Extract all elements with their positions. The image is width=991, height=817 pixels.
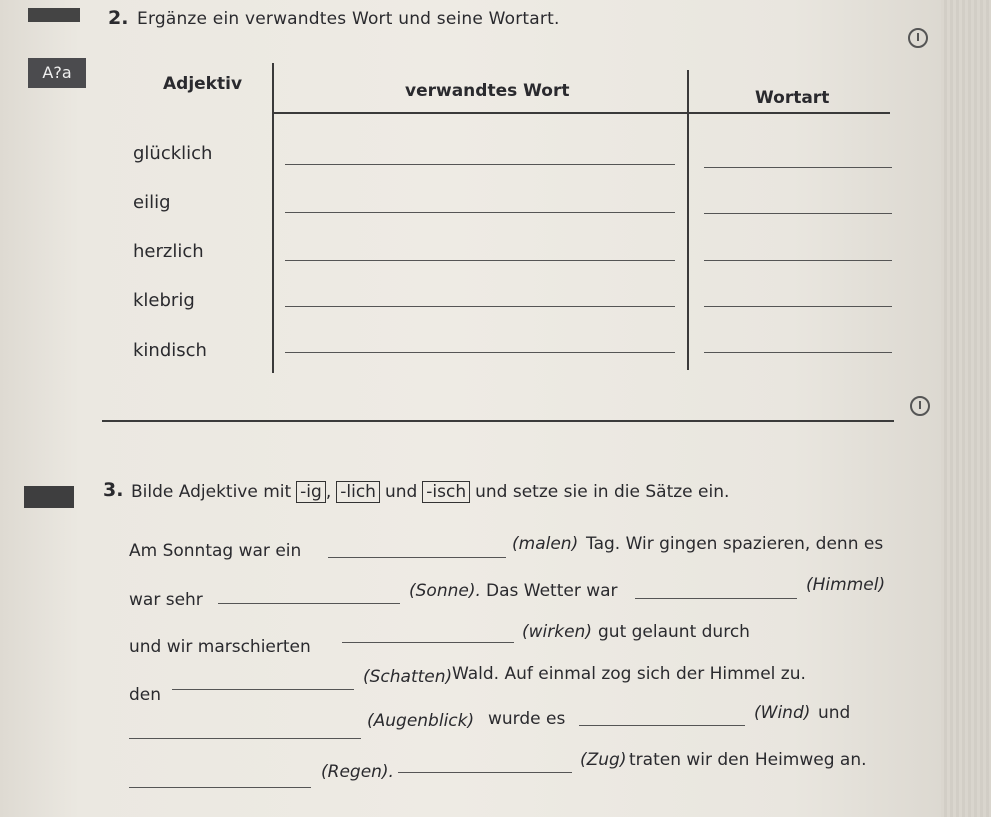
title-end: und setze sie in die Sätze ein. — [475, 482, 730, 502]
related-word-blank[interactable] — [285, 164, 675, 165]
adjective-cell: herzlich — [133, 241, 204, 262]
adjective-cell: eilig — [133, 192, 171, 213]
sentence-text: und — [818, 703, 851, 723]
exercise-2-title: Ergänze ein verwandtes Wort und seine Wortart. — [137, 9, 560, 29]
hint-word: (Himmel) — [806, 575, 886, 595]
suffix-isch: -isch — [422, 481, 470, 503]
clock-icon — [910, 396, 930, 416]
related-word-blank[interactable] — [285, 352, 675, 353]
suffix-lich: -lich — [336, 481, 380, 503]
related-word-blank[interactable] — [285, 260, 675, 261]
wordtype-blank[interactable] — [704, 352, 892, 353]
sentence-text: Tag. Wir gingen spazieren, denn es — [586, 534, 884, 554]
exercise-3-title — [131, 481, 729, 503]
related-word-blank[interactable] — [285, 212, 675, 213]
hint-word: (Wind) — [754, 703, 811, 723]
hint-word: (Augenblick) — [367, 711, 475, 731]
wordtype-blank[interactable] — [704, 213, 892, 214]
wordtype-blank[interactable] — [704, 306, 892, 307]
sentence-text: den — [129, 685, 162, 705]
exercise-3-marker-icon — [24, 486, 74, 508]
suffix-ig: -ig — [296, 481, 326, 503]
wordtype-blank[interactable] — [704, 260, 892, 261]
table-header-line — [272, 112, 890, 114]
answer-blank[interactable] — [398, 772, 572, 773]
answer-blank[interactable] — [579, 725, 745, 726]
exercise-3-number: 3. — [103, 479, 124, 501]
page-edge — [941, 0, 991, 817]
hint-word: (Zug) — [580, 750, 627, 770]
exercise-2-number: 2. — [108, 7, 129, 29]
hint-word: (Sonne). — [409, 581, 481, 601]
hint-word: (malen) — [512, 534, 579, 554]
adjective-cell: klebrig — [133, 290, 195, 311]
answer-blank[interactable] — [172, 689, 354, 690]
sentence-text: Wald. Auf einmal zog sich der Himmel zu. — [452, 664, 806, 684]
header-wortart: Wortart — [755, 88, 830, 108]
answer-blank[interactable] — [342, 642, 514, 643]
sentence-text: und wir marschierten — [129, 637, 311, 657]
adjective-cell: kindisch — [133, 340, 207, 361]
title-and: und — [384, 482, 418, 502]
table-divider-2 — [687, 70, 689, 370]
title-start: Bilde Adjektive mit — [131, 482, 292, 502]
sentence-text: Am Sonntag war ein — [129, 541, 302, 561]
header-verwandtes-wort: verwandtes Wort — [405, 81, 570, 101]
table-divider-1 — [272, 63, 274, 373]
answer-blank[interactable] — [129, 738, 361, 739]
hint-word: (Schatten) — [363, 667, 453, 687]
title-comma: , — [325, 482, 332, 502]
hint-word: (Regen). — [321, 762, 394, 782]
sentence-text: wurde es — [488, 709, 566, 729]
answer-blank[interactable] — [218, 603, 400, 604]
section-separator — [102, 420, 894, 422]
related-word-blank[interactable] — [285, 306, 675, 307]
clock-icon — [908, 28, 928, 48]
sentence-text: gut gelaunt durch — [598, 622, 750, 642]
adjective-cell: glücklich — [133, 143, 213, 164]
sentence-text: war sehr — [129, 590, 203, 610]
answer-blank[interactable] — [328, 557, 506, 558]
sentence-text: traten wir den Heimweg an. — [629, 750, 867, 770]
answer-blank[interactable] — [129, 787, 311, 788]
sentence-text: Das Wetter war — [486, 581, 618, 601]
hint-word: (wirken) — [522, 622, 592, 642]
worksheet-marker-icon — [28, 8, 80, 22]
answer-blank[interactable] — [635, 598, 797, 599]
header-adjektiv: Adjektiv — [163, 74, 243, 94]
wordtype-blank[interactable] — [704, 167, 892, 168]
wordtype-badge: A?a — [28, 58, 86, 88]
